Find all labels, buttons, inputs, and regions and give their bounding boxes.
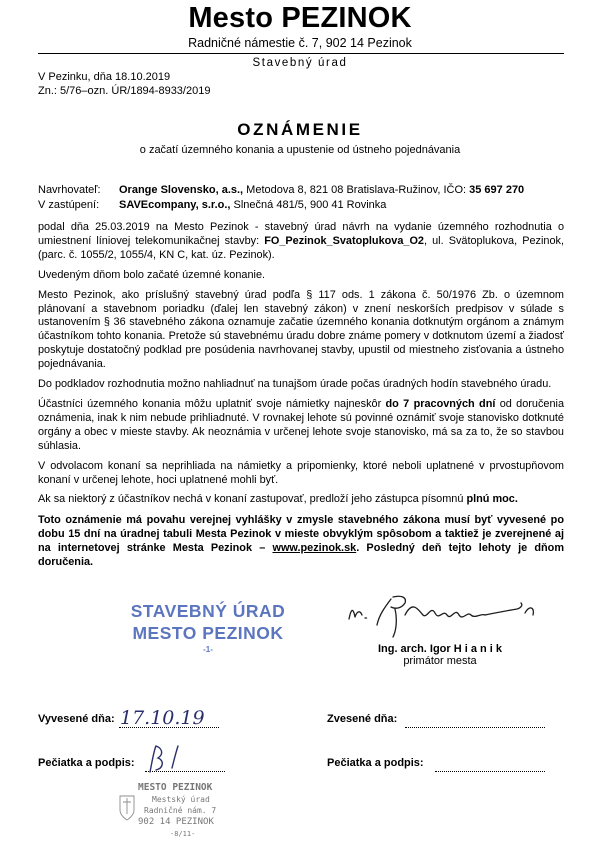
city-stamp-line2: Mestský úrad: [152, 795, 210, 804]
stamp-signature-line-right: [435, 771, 545, 772]
coat-of-arms-icon: [120, 796, 134, 820]
project-name: FO_Pezinok_Svatoplukova_O2: [264, 234, 424, 247]
applicant-address: Metodova 8, 821 08 Bratislava-Ružinov, IČO:: [243, 184, 470, 196]
applicant-label: Navrhovateľ:: [38, 184, 101, 196]
paragraph-text: Ak sa niektorý z účastníkov nechá v konaní zastupovať, predloží jeho zástupca písomnú: [38, 493, 467, 506]
paragraph-application: [38, 221, 564, 263]
signer-role: primátor mesta: [403, 655, 477, 667]
city-stamp: [118, 778, 244, 850]
applicant-line: [38, 184, 524, 196]
notice-text: Toto oznámenie má povahu verejnej vyhlášky v zmysle stavebného zákona musí byť vyvesené po dobu 15 dní na úradnej tabuli Mesta Pezinok v mieste obvyklým spôsobom a taktiež je zverejnené aj na internetovej stránke Mesta Pezinok –: [38, 514, 564, 555]
website-link[interactable]: www.pezinok.sk: [272, 542, 357, 555]
clerk-initials: [142, 742, 192, 776]
paragraph-documents: Do podkladov rozhodnutia možno nahliadnuť na tunajšom úrade počas úradných hodín stavebného úradu.: [38, 378, 552, 391]
paragraph-appeal: V odvolacom konaní sa neprihliada na námietky a pripomienky, ktoré neboli uplatnené v prvostupňovom konaní v určenej lehote, hoci uplatnené mohli byť.: [38, 459, 564, 486]
removed-date-label: Zvesené dňa:: [327, 713, 398, 725]
paragraph-text: Účastníci územného konania môžu uplatniť svoje námietky najneskôr: [38, 397, 386, 410]
representative-label: V zastúpení:: [38, 199, 100, 211]
city-stamp-line5: -8/11-: [170, 830, 196, 838]
paragraph-text: , ul. Svätoplukova, Pezinok, (parc. č. 1055/2, 1055/4, KN C, kat. úz. Pezinok).: [38, 234, 564, 261]
announcement-body: [38, 221, 564, 576]
removed-date-line: [405, 727, 545, 728]
posted-date-handwriting: [118, 703, 218, 731]
stamp-signature-label-left: Pečiatka a podpis:: [38, 757, 135, 769]
representative-line: [38, 199, 386, 211]
signer-name: Ing. arch. Igor H i a n i k: [377, 643, 503, 655]
paragraph-representation: [38, 493, 564, 507]
city-stamp-line4: 902 14 PEZINOK: [138, 817, 214, 827]
applicant-ico: 35 697 270: [469, 184, 525, 196]
representative-name: SAVEcompany, s.r.o.,: [119, 199, 231, 211]
paragraph-legal-basis: Mesto Pezinok, ako príslušný stavebný úrad podľa § 117 ods. 1 zákona č. 50/1976 Zb. o územnom plánovaní a stavebnom poriadku (ďalej len stavebný zákon) v znení neskorších predpisov v súlade s ustanovením § 36 stavebného zákona oznamuje začatie územného konania dotknutým orgánom a známym účastníkom tohto konania. Pretože sú stavebnému úradu dobre známe pomery v dotknutom území a žiadosť poskytuje dostatočný podklad pre posúdenia navrhovanej stavby, upustil od miestneho zisťovania a ústneho pojednávania.: [38, 288, 564, 371]
city-stamp-line1: MESTO PEZINOK: [138, 782, 213, 793]
place-date: V Pezinku, dňa 18.10.2019: [38, 71, 171, 83]
representative-address: Slnečná 481/5, 900 41 Rovinka: [230, 199, 387, 211]
paragraph-text: od doručenia oznámenia, inak k nim nebude prihliadnuté. V rovnakej lehote sú povinné oznámiť svoje stanovisko dotknuté orgány a obec v mieste stavby. Ak neoznámia v určenej lehote svoje stanovisko, má sa za to, že so stavbou súhlasia.: [38, 397, 564, 452]
reference-number: Zn.: 5/76–ozn. ÚR/1894-8933/2019: [38, 85, 211, 97]
city-address: Radničné námestie č. 7, 902 14 Pezinok: [188, 36, 412, 50]
applicant-name: Orange Slovensko, a.s.,: [119, 184, 244, 196]
paragraph-text: podal dňa 25.03.2019 na Mesto Pezinok - stavebný úrad návrh na vydanie územného rozhodnutia o umiestnení líniovej telekomunikačnej stavby:: [38, 221, 564, 247]
power-of-attorney: plnú moc.: [466, 493, 518, 506]
notice-text: . Posledný deň tejto lehoty je dňom doručenia.: [38, 542, 565, 569]
signer-block: [340, 643, 540, 667]
posted-date-value: 17.10.19: [120, 707, 205, 729]
posted-date-label: Vyvesené dňa:: [38, 713, 115, 725]
public-notice: [38, 514, 564, 570]
paragraph-started: Uvedeným dňom bolo začaté územné konanie.: [38, 268, 266, 281]
announcement-title: OZNÁMENIE: [237, 120, 363, 139]
office-stamp-line1: STAVEBNÝ ÚRAD: [130, 601, 286, 621]
header-divider: [38, 53, 564, 54]
paragraph-objections: [38, 398, 564, 454]
office-stamp-line3: -1-: [203, 645, 213, 654]
office-name: Stavebný úrad: [252, 57, 348, 69]
city-stamp-line3: Radničné nám. 7: [144, 806, 217, 815]
mayor-signature: [345, 585, 575, 643]
announcement-subtitle: o začatí územného konania a upustenie od ústneho pojednávania: [139, 144, 461, 156]
stamp-signature-label-right: Pečiatka a podpis:: [327, 757, 424, 769]
city-title: Mesto PEZINOK: [188, 2, 412, 34]
office-stamp-line2: MESTO PEZINOK: [132, 623, 284, 643]
objection-deadline: do 7 pracovných dní: [385, 397, 496, 410]
office-stamp: [118, 601, 298, 654]
